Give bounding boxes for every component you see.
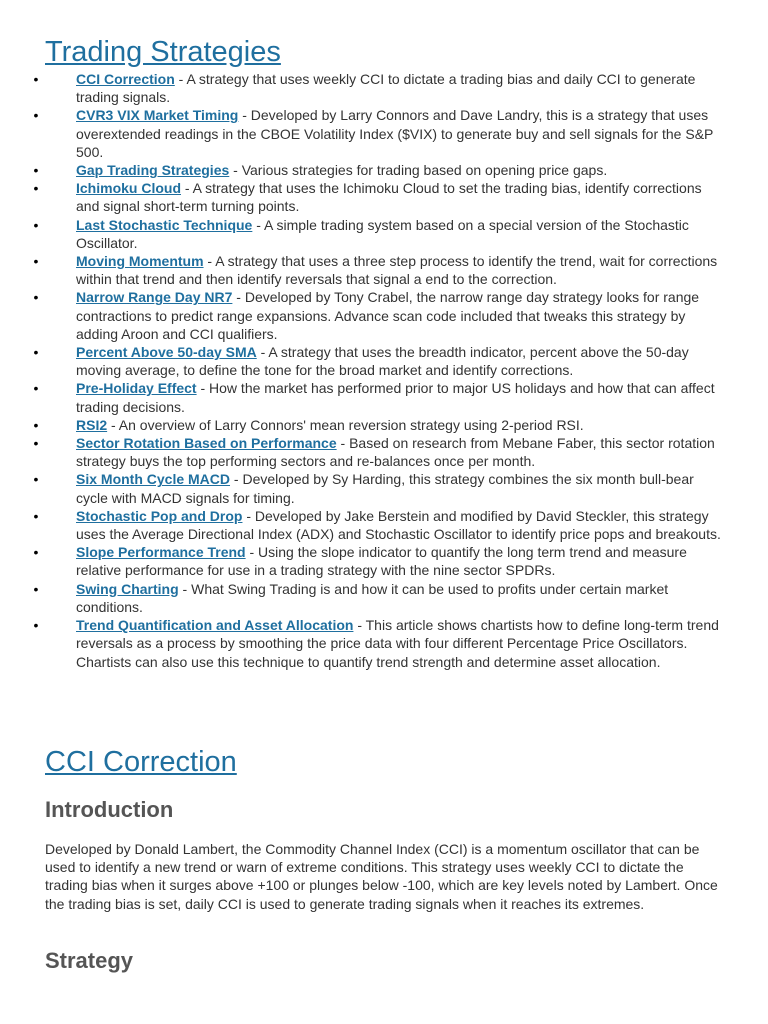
list-item: [28, 343, 728, 379]
section-title[interactable]: [45, 744, 237, 780]
strategy-description: - A strategy that uses the breadth indicator, percent above the 50-day moving average, to define the tone for the broad market and identify corrections.: [76, 344, 689, 379]
bullet-icon: •: [33, 162, 39, 179]
strategy-description: - A simple trading system based on a special version of the Stochastic Oscillator.: [76, 216, 689, 251]
list-item: [28, 580, 728, 616]
strategy-link[interactable]: Slope Performance Trend: [76, 544, 246, 561]
list-item: [28, 416, 728, 434]
list-item: [28, 288, 728, 343]
list-item: [28, 616, 728, 671]
strategy-description: - Using the slope indicator to quantify the long term trend and measure relative performance for use in a trading strategy with the nine sector SPDRs.: [76, 544, 687, 579]
strategy-description: - A strategy that uses a three step process to identify the trend, wait for corrections within that trend and then identify reversals that signal a end to the correction.: [76, 253, 718, 288]
strategy-description: - What Swing Trading is and how it can be used to profits under certain market conditions.: [76, 580, 669, 615]
strategy-description: - Developed by Sy Harding, this strategy combines the six month bull-bear cycle with MACD signals for timing.: [76, 471, 694, 506]
bullet-icon: •: [33, 253, 39, 270]
bullet-icon: •: [33, 435, 39, 452]
page-title[interactable]: [45, 34, 281, 70]
strategy-link[interactable]: Stochastic Pop and Drop: [76, 507, 243, 524]
list-item: [28, 507, 728, 543]
bullet-icon: •: [33, 380, 39, 397]
strategy-list: [28, 70, 728, 671]
introduction-heading: Introduction: [45, 797, 174, 822]
list-item: [28, 252, 728, 288]
bullet-icon: •: [33, 580, 39, 597]
strategy-link[interactable]: Narrow Range Day NR7: [76, 289, 233, 306]
bullet-icon: •: [33, 617, 39, 634]
strategy-description: - Developed by Tony Crabel, the narrow range day strategy looks for range contractions to predict range expansions. Advance scan code included that tweaks this strategy by adding Aroon and CCI qualifiers.: [76, 289, 700, 342]
bullet-icon: •: [33, 289, 39, 306]
strategy-description: - Various strategies for trading based on opening price gaps.: [229, 162, 608, 179]
page-title-link[interactable]: Trading Strategies: [45, 36, 281, 68]
strategy-link[interactable]: Ichimoku Cloud: [76, 180, 181, 197]
list-item: [28, 161, 728, 179]
strategy-link[interactable]: Swing Charting: [76, 580, 179, 597]
bullet-icon: •: [33, 344, 39, 361]
strategy-link[interactable]: CVR3 VIX Market Timing: [76, 107, 239, 124]
strategy-description: - A strategy that uses the Ichimoku Cloud to set the trading bias, identify corrections and signal short-term turning points.: [76, 180, 702, 215]
list-item: [28, 106, 728, 161]
bullet-icon: •: [33, 544, 39, 561]
strategy-link[interactable]: Six Month Cycle MACD: [76, 471, 231, 488]
list-item: [28, 434, 728, 470]
list-item: [28, 216, 728, 252]
bullet-icon: •: [33, 71, 39, 87]
strategy-link[interactable]: Last Stochastic Technique: [76, 216, 253, 233]
strategy-link[interactable]: Trend Quantification and Asset Allocation: [76, 617, 354, 634]
strategy-link[interactable]: Percent Above 50-day SMA: [76, 344, 257, 361]
list-item: [28, 470, 728, 506]
bullet-icon: •: [33, 107, 39, 124]
section-title-link[interactable]: CCI Correction: [45, 746, 237, 778]
strategy-link[interactable]: Pre-Holiday Effect: [76, 380, 197, 397]
bullet-icon: •: [33, 471, 39, 488]
strategy-description: - Based on research from Mebane Faber, this sector rotation strategy buys the top performing sectors and re-balances once per month.: [76, 435, 715, 470]
strategy-description: - How the market has performed prior to major US holidays and how that can affect trading decisions.: [76, 380, 715, 415]
strategy-link[interactable]: CCI Correction: [76, 71, 175, 87]
list-item: [28, 70, 728, 106]
list-item: [28, 179, 728, 215]
list-item: [28, 543, 728, 579]
strategy-link[interactable]: Gap Trading Strategies: [76, 162, 230, 179]
strategy-description: - An overview of Larry Connors' mean reversion strategy using 2-period RSI.: [107, 416, 584, 433]
list-item: [28, 379, 728, 415]
bullet-icon: •: [33, 180, 39, 197]
strategy-description: - This article shows chartists how to define long-term trend reversals as a process by smoothing the price data with four different Percentage Price Oscillators. Chartists can also use this technique to quantify trend strength and determine asset allocation.: [76, 617, 719, 670]
strategy-description: - Developed by Larry Connors and Dave Landry, this is a strategy that uses overextended readings in the CBOE Volatility Index ($VIX) to generate buy and sell signals for the S&P 500.: [76, 107, 714, 160]
strategy-heading: Strategy: [45, 948, 134, 973]
bullet-icon: •: [33, 507, 39, 524]
bullet-icon: •: [33, 416, 39, 433]
strategy-description: - A strategy that uses weekly CCI to dictate a trading bias and daily CCI to generate trading signals.: [76, 71, 696, 106]
strategy-link[interactable]: RSI2: [76, 416, 108, 433]
bullet-icon: •: [33, 216, 39, 233]
strategy-link[interactable]: Sector Rotation Based on Performance: [76, 435, 337, 452]
strategy-link[interactable]: Moving Momentum: [76, 253, 204, 270]
introduction-paragraph: Developed by Donald Lambert, the Commodity Channel Index (CCI) is a momentum oscillator that can be used to identify a new trend or warn of extreme conditions. This strategy uses weekly CCI to dictate the trading bias when it surges above +100 or plunges below -100, which are key levels noted by Lambert. Once the trading bias is set, daily CCI is used to generate trading signals when it reaches its extremes.: [45, 841, 718, 912]
strategy-description: - Developed by Jake Berstein and modified by David Steckler, this strategy uses the Average Directional Index (ADX) and Stochastic Oscillator to identify price pops and breakouts.: [76, 507, 721, 543]
